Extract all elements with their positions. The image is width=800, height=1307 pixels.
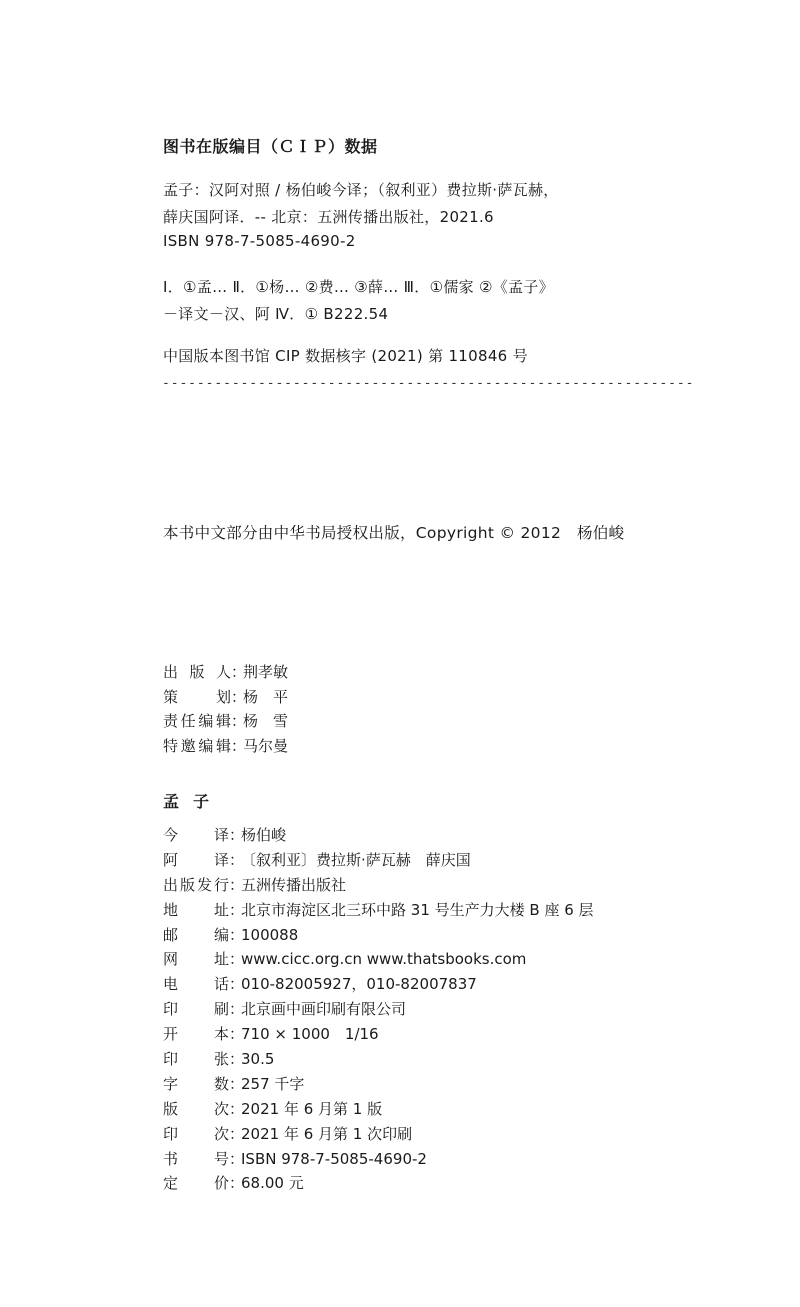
- imprint-colon: ：: [229, 1074, 245, 1093]
- imprint-colon: ：: [229, 875, 245, 894]
- imprint-row-publisher: [163, 873, 594, 898]
- imprint-colon: ：: [229, 900, 245, 919]
- imprint-value: 北京市海淀区北三环中路 31 号生产力大楼 B 座 6 层: [241, 900, 594, 919]
- cip-bibliographic-line-2: 薛庆国阿译．-- 北京：五洲传播出版社，2021.6: [163, 208, 494, 226]
- credit-label: 特邀编辑: [163, 736, 231, 755]
- cip-heading: 图书在版编目（ＣＩＰ）数据: [163, 137, 378, 156]
- credit-colon: ：: [231, 712, 247, 730]
- imprint-value: 010-82005927，010-82007837: [241, 975, 477, 994]
- credit-value: 杨 雪: [243, 712, 289, 730]
- cip-classification-line-2: －译文－汉、阿 Ⅳ．① B222.54: [163, 305, 389, 323]
- imprint-value: 257 千字: [241, 1074, 305, 1093]
- imprint-value: 30.5: [241, 1050, 275, 1069]
- imprint-label: 电话: [163, 975, 229, 994]
- imprint-label: 网址: [163, 950, 229, 969]
- imprint-colon: ：: [229, 1099, 245, 1118]
- credit-label: 策划: [163, 687, 231, 706]
- imprint-value: ISBN 978-7-5085-4690-2: [241, 1149, 427, 1168]
- imprint-colon: ：: [229, 850, 245, 869]
- imprint-colon: ：: [229, 1000, 245, 1019]
- imprint-value: 68.00 元: [241, 1174, 304, 1193]
- imprint-row-postcode: [163, 923, 594, 948]
- credit-label: 责任编辑: [163, 712, 231, 730]
- credit-value: 马尔曼: [243, 736, 289, 755]
- imprint-row-phone: [163, 972, 594, 997]
- imprint-row-printing: [163, 1122, 594, 1147]
- cip-bibliographic-line-1: 孟子：汉阿对照 / 杨伯峻今译；（叙利亚）费拉斯·萨瓦赫，: [163, 181, 559, 199]
- imprint-list: [163, 823, 594, 1196]
- imprint-row-modern-translator: [163, 823, 594, 848]
- imprint-row-edition: [163, 1097, 594, 1122]
- credit-row-planner: [163, 685, 288, 710]
- imprint-row-price: [163, 1171, 594, 1196]
- imprint-row-word-count: [163, 1072, 594, 1097]
- imprint-label: 开本: [163, 1025, 229, 1044]
- imprint-row-printed-sheets: [163, 1047, 594, 1072]
- imprint-label: 印张: [163, 1050, 229, 1069]
- imprint-value: 100088: [241, 925, 299, 944]
- imprint-label: 出版发行: [163, 875, 229, 894]
- imprint-label: 印次: [163, 1124, 229, 1143]
- cip-classification-line-1: Ⅰ．①孟… Ⅱ．①杨… ②费… ③薛… Ⅲ．①儒家 ②《孟子》: [163, 278, 554, 296]
- imprint-label: 印刷: [163, 1000, 229, 1019]
- imprint-colon: ：: [229, 826, 245, 844]
- credit-colon: ：: [231, 687, 247, 706]
- cip-isbn-line: ISBN 978-7-5085-4690-2: [163, 232, 356, 250]
- imprint-label: 地址: [163, 900, 229, 919]
- imprint-value: 五洲传播出版社: [241, 875, 347, 894]
- credit-value: 杨 平: [243, 687, 289, 706]
- imprint-colon: ：: [229, 1149, 245, 1168]
- credit-label: 出版人: [163, 663, 231, 681]
- imprint-colon: ：: [229, 1124, 245, 1143]
- book-title: 孟子: [163, 792, 224, 811]
- imprint-label: 阿译: [163, 850, 229, 869]
- cip-dashed-divider: -------------------------------------------------------------: [162, 376, 695, 391]
- imprint-colon: ：: [229, 925, 245, 944]
- imprint-row-website: [163, 947, 594, 972]
- credit-colon: ：: [231, 663, 247, 681]
- imprint-label: 邮编: [163, 925, 229, 944]
- imprint-colon: ：: [229, 1174, 245, 1193]
- imprint-label: 字数: [163, 1074, 229, 1093]
- imprint-value: 杨伯峻: [241, 826, 287, 844]
- imprint-value: 2021 年 6 月第 1 版: [241, 1099, 383, 1118]
- credit-value: 荆孝敏: [243, 663, 289, 681]
- copyright-notice: 本书中文部分由中华书局授权出版，Copyright © 2012 杨伯峻: [163, 524, 625, 542]
- imprint-row-isbn: [163, 1147, 594, 1172]
- imprint-value: 〔叙利亚〕费拉斯·萨瓦赫 薛庆国: [241, 850, 471, 869]
- imprint-value: www.cicc.org.cn www.thatsbooks.com: [241, 950, 527, 969]
- imprint-row-arabic-translator: [163, 848, 594, 873]
- credits-list: [163, 660, 288, 758]
- credit-row-responsible-editor: [163, 709, 288, 734]
- credit-colon: ：: [231, 736, 247, 755]
- cip-record-number: 中国版本图书馆 CIP 数据核字 (2021) 第 110846 号: [163, 347, 528, 365]
- imprint-value: 710 × 1000 1/16: [241, 1025, 379, 1044]
- imprint-colon: ：: [229, 1025, 245, 1044]
- imprint-row-address: [163, 898, 594, 923]
- imprint-value: 北京画中画印刷有限公司: [241, 1000, 407, 1019]
- imprint-value: 2021 年 6 月第 1 次印刷: [241, 1124, 413, 1143]
- imprint-colon: ：: [229, 950, 245, 969]
- imprint-label: 版次: [163, 1099, 229, 1118]
- imprint-colon: ：: [229, 975, 245, 994]
- imprint-label: 定价: [163, 1174, 229, 1193]
- credit-row-publisher: [163, 660, 288, 685]
- imprint-row-format: [163, 1022, 594, 1047]
- imprint-label: 今译: [163, 826, 229, 844]
- imprint-label: 书号: [163, 1149, 229, 1168]
- imprint-row-printer: [163, 997, 594, 1022]
- credit-row-guest-editor: [163, 734, 288, 759]
- imprint-colon: ：: [229, 1050, 245, 1069]
